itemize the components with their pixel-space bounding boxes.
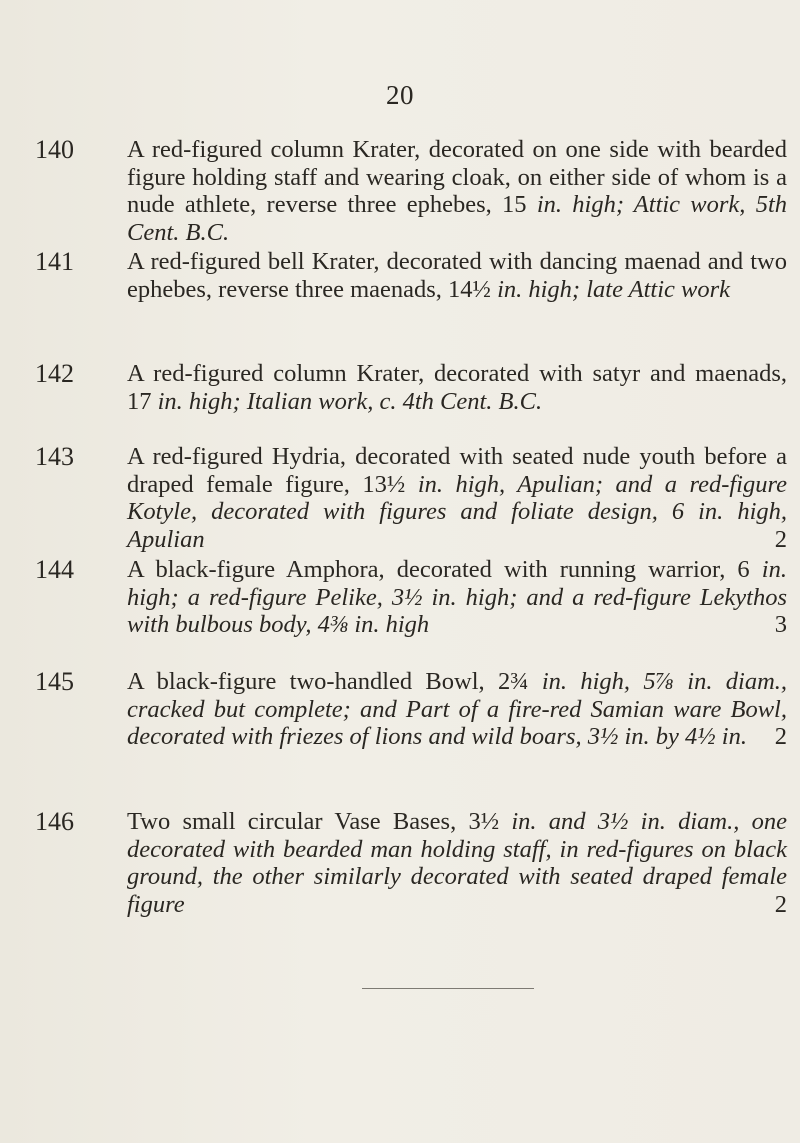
lot-description-main: A black-figure two-handled Bowl, 2¾ [127,668,529,695]
lot-quantity: 3 [774,611,787,638]
lot-number: 142 [35,359,74,388]
lot-quantity: 2 [774,890,787,918]
lot-quantity: 2 [774,723,787,750]
lot-number: 144 [35,555,74,584]
lot-description-detail: in. high; late Attic work [490,275,731,303]
lot-description-detail: in. and 3½ in. diam., one decorated with bearded man holding staff, in red-figures on black ground, the other similarly decorated with seated draped female figure [127,808,787,918]
lot-number: 145 [35,667,74,696]
page-number: 20 [386,80,414,110]
lot-description [127,556,787,639]
lot-description [127,808,787,918]
lot-description-detail: in. high, Apulian; and a red-figure Kotyle, decorated with figures and foliate design, 6 in. high, Apulian [127,470,787,553]
lot-description-main: A red-figured bell Krater, decorated with dancing maenad and two ephebes, reverse three maenads, 14½ [127,248,787,303]
lot-description-main: A red-figured column Krater, decorated on one side with bearded figure holding staff and wearing cloak, on either side of whom is a nude athlete, reverse three ephebes, 15 [127,136,787,218]
lot-description [127,443,787,553]
lot-description [127,668,787,751]
lot-number: 141 [35,247,74,276]
lot-description-detail: in. high; Italian work, c. 4th Cent. B.C. [151,387,543,415]
lot-description [127,248,787,303]
lot-number: 146 [35,807,74,836]
lot-description-main: Two small circular Vase Bases, 3½ [127,808,500,835]
section-divider [362,988,534,989]
lot-description-main: A black-figure Amphora, decorated with running warrior, 6 [127,556,750,583]
lot-description-detail: in. high; Attic work, 5th Cent. B.C. [127,191,787,246]
lot-quantity: 2 [774,525,787,553]
lot-description-detail: in. high, 5⅞ in. diam., cracked but complete; and Part of a fire-red Samian ware Bowl, decorated with friezes of lions and wild boars, 3½ in. by 4½ in. [127,668,788,750]
lot-description-main: A red-figured Hydria, decorated with seated nude youth before a draped female figure, 13½ [127,443,787,498]
lot-description-detail: in. high; a red-figure Pelike, 3½ in. high; and a red-figure Lekythos with bulbous body, 4⅜ in. high [127,556,787,638]
lot-number: 143 [35,442,74,471]
lot-description [127,360,787,415]
lot-number: 140 [35,135,74,164]
lot-description [127,136,787,246]
lot-description-main: A red-figured column Krater, decorated with satyr and maenads, 17 [127,360,787,415]
